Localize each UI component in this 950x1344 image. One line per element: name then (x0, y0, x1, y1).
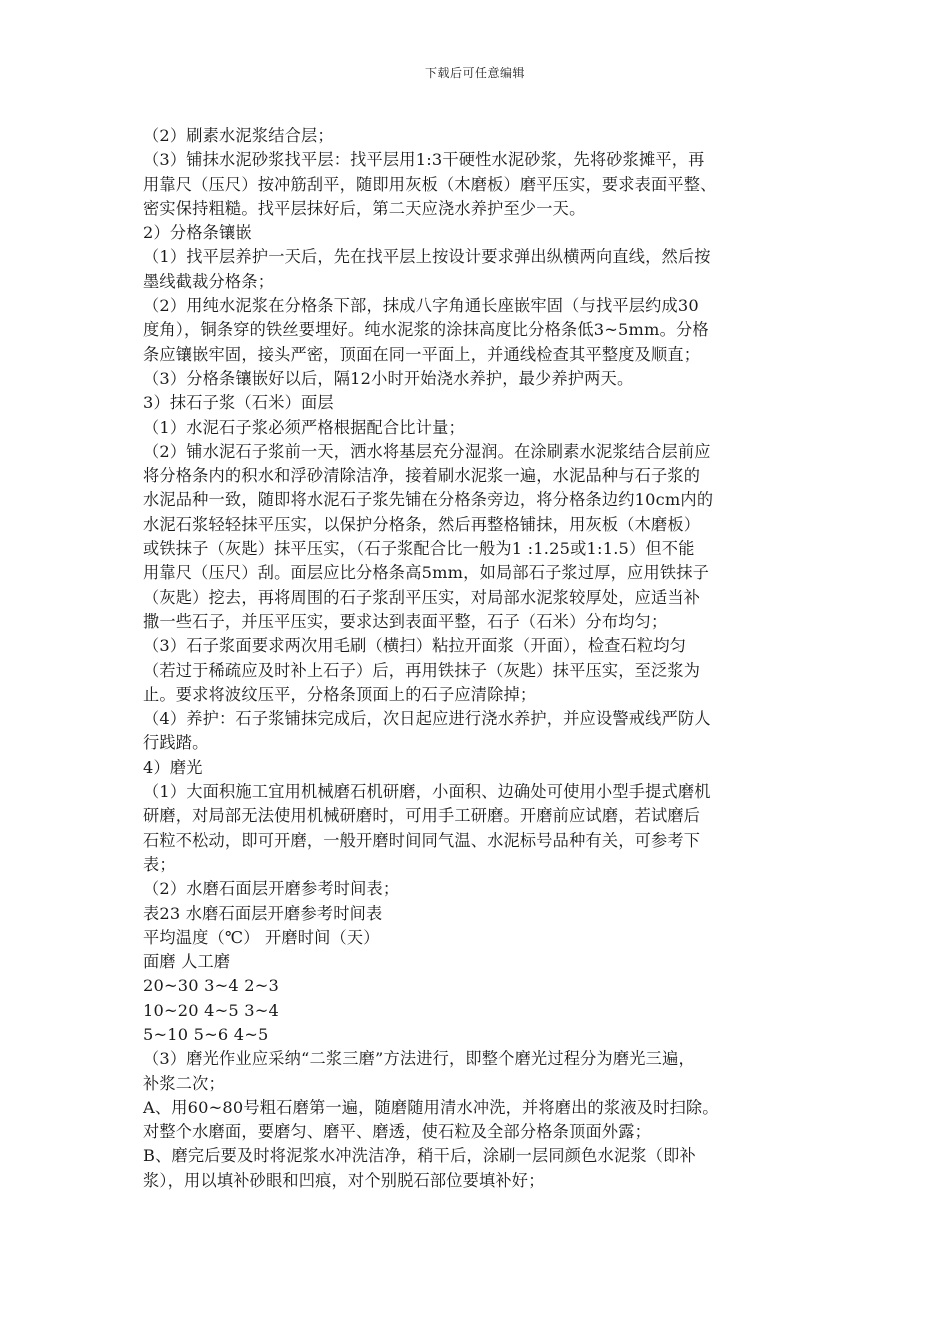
text-line: 对整个水磨面，要磨匀、磨平、磨透，使石粒及全部分格条顶面外露； (143, 1122, 652, 1142)
text-line: 用靠尺（压尺）刮。面层应比分格条高5mm，如局部石子浆过厚，应用铁抹子 (143, 563, 709, 583)
text-line: 度角），铜条穿的铁丝要埋好。纯水泥浆的涂抹高度比分格条低3~5mm。分格 (143, 320, 709, 340)
text-line: （3）铺抹水泥砂浆找平层：找平层用1:3干硬性水泥砂浆，先将砂浆摊平，再 (143, 150, 705, 170)
text-line: 行践踏。 (143, 733, 209, 753)
text-line: 水泥品种一致，随即将水泥石子浆先铺在分格条旁边，将分格条边约10cm内的 (143, 490, 714, 510)
text-line: （1）找平层养护一天后，先在找平层上按设计要求弹出纵横两向直线，然后按 (143, 247, 711, 267)
text-line: 表； (143, 854, 176, 874)
section-heading: 3）抹石子浆（石米）面层 (143, 393, 334, 413)
table-row: 5~10 5~6 4~5 (143, 1024, 269, 1044)
text-line: 撒一些石子，并压平压实，要求达到表面平整，石子（石米）分布均匀； (143, 611, 668, 631)
section-heading: 2）分格条镶嵌 (143, 223, 252, 243)
text-line: 密实保持粗糙。找平层抹好后，第二天应浇水养护至少一天。 (143, 198, 586, 218)
text-line: 浆），用以填补砂眼和凹痕，对个别脱石部位要填补好； (143, 1170, 545, 1190)
text-line: 水泥石浆轻轻抹平压实，以保护分格条，然后再整格铺抹，用灰板（木磨板） (143, 514, 701, 534)
text-line: 石粒不松动，即可开磨，一般开磨时间同气温、水泥标号品种有关，可参考下 (143, 830, 701, 850)
text-line: A、用60~80号粗石磨第一遍，随磨随用清水冲洗，并将磨出的浆液及时扫除。 (143, 1097, 719, 1117)
text-line: 研磨，对局部无法使用机械研磨时，可用手工研磨。开磨前应试磨，若试磨后 (143, 806, 701, 826)
table-subheader: 面磨 人工磨 (143, 952, 231, 972)
text-line: 用靠尺（压尺）按冲筋刮平，随即用灰板（木磨板）磨平压实，要求表面平整、 (143, 174, 717, 194)
section-heading: 4）磨光 (143, 757, 203, 777)
text-line: 条应镶嵌牢固，接头严密，顶面在同一平面上，并通线检查其平整度及顺直； (143, 344, 701, 364)
table-caption: 表23 水磨石面层开磨参考时间表 (143, 903, 383, 923)
text-line: （4）养护：石子浆铺抹完成后，次日起应进行浇水养护，并应设警戒线严防人 (143, 709, 711, 729)
text-line: （1）水泥石子浆必须严格根据配合比计量； (143, 417, 465, 437)
table-row: 10~20 4~5 3~4 (143, 1000, 279, 1020)
text-line: 将分格条内的积水和浮砂清除洁净，接着刷水泥浆一遍，水泥品种与石子浆的 (143, 466, 701, 486)
text-line: 止。要求将波纹压平，分格条顶面上的石子应清除掉； (143, 684, 537, 704)
text-line: （3）分格条镶嵌好以后，隔12小时开始浇水养护，最少养护两天。 (143, 368, 634, 388)
text-line: 补浆二次； (143, 1073, 225, 1093)
text-line: （若过于稀疏应及时补上石子）后，再用铁抹子（灰匙）抹平压实，至泛浆为 (143, 660, 701, 680)
text-line: （2）用纯水泥浆在分格条下部，抹成八字角通长座嵌牢固（与找平层约成30 (143, 296, 699, 316)
text-line: （2）水磨石面层开磨参考时间表； (143, 879, 400, 899)
text-line: （2）铺水泥石子浆前一天，洒水将基层充分湿润。在涂刷素水泥浆结合层前应 (143, 441, 711, 461)
text-line: （2）刷素水泥浆结合层； (143, 126, 334, 145)
text-line: 墨线截裁分格条； (143, 271, 275, 291)
table-row: 20~30 3~4 2~3 (143, 976, 279, 996)
text-line: B、磨完后要及时将泥浆水冲洗洁净，稍干后，涂刷一层同颜色水泥浆（即补 (143, 1146, 696, 1166)
text-line: （灰匙）挖去，再将周围的石子浆刮平压实，对局部水泥浆较厚处，应适当补 (143, 587, 701, 607)
text-line: 或铁抹子（灰匙）抹平压实，（石子浆配合比一般为1 :1.25或1:1.5）但不能 (143, 539, 695, 559)
table-header: 平均温度（℃） 开磨时间（天） (143, 927, 380, 947)
text-line: （3）石子浆面要求两次用毛刷（横扫）粘拉开面浆（开面），检查石粒均匀 (143, 636, 687, 656)
page-header: 下载后可任意编辑 (424, 66, 525, 80)
text-line: （1）大面积施工宜用机械磨石机研磨，小面积、边确处可使用小型手提式磨机 (143, 782, 711, 802)
document-body (143, 124, 811, 1193)
text-line: （3）磨光作业应采纳“二浆三磨”方法进行，即整个磨光过程分为磨光三遍， (143, 1049, 695, 1069)
